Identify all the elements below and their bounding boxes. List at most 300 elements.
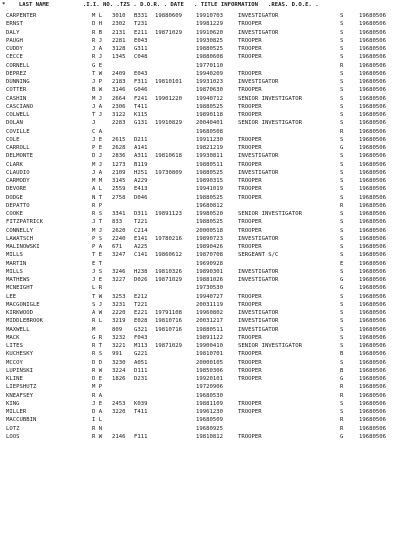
doe-date-cell: 19680506 [359, 433, 386, 440]
date-cell: 19880525 [196, 219, 223, 226]
tzs-code-cell: K115 [134, 112, 148, 118]
tzs-code-cell: D026 [134, 277, 148, 283]
reason-code-cell: B [340, 367, 344, 374]
tzs-code-cell: A311 [134, 153, 148, 160]
reason-code-cell: S [340, 227, 344, 234]
doe-date-cell: 19680506 [359, 194, 386, 201]
last-name-cell: DUNNING [6, 79, 30, 85]
last-name-cell: DEVORE [6, 186, 27, 193]
doe-date-cell: 19680506 [359, 285, 386, 292]
tzs-code-cell: F111 [134, 433, 148, 440]
title-information-cell: INVESTIGATOR [238, 310, 279, 316]
initials-cell: J T [92, 219, 103, 226]
date-cell: 19940727 [196, 293, 223, 300]
tzs-code-cell: A141 [134, 145, 148, 151]
initials-cell: P S [92, 235, 103, 242]
date-cell: 20040401 [196, 120, 223, 127]
date-cell: 19880525 [196, 46, 223, 52]
tzs-code-cell: C214 [134, 227, 148, 234]
reason-code-cell: S [340, 194, 344, 201]
initials-cell: R W [92, 433, 103, 440]
last-name-cell: MACK [6, 334, 20, 341]
initials-cell: G E [92, 62, 103, 69]
initials-cell: R A [92, 392, 103, 399]
last-name-cell: DOLAN [6, 120, 23, 127]
tzs-code-cell: D311 [134, 211, 148, 217]
initials-cell: D J [92, 153, 103, 160]
last-name-cell: DALY [6, 29, 20, 36]
reason-code-cell: S [340, 103, 344, 110]
last-name-cell: MARTIN [6, 260, 27, 267]
doe-date-cell: 19680506 [359, 227, 386, 234]
table-row [2, 185, 398, 193]
date-cell: 19920101 [196, 376, 223, 382]
last-name-cell: MACGONIGLE [6, 301, 40, 308]
date-cell: 19680812 [196, 202, 223, 209]
initials-cell: D A [92, 409, 103, 415]
reason-code-cell: S [340, 186, 344, 193]
initials-cell: R T [92, 343, 103, 349]
table-row [2, 309, 398, 317]
initials-cell: P E [92, 145, 103, 151]
date-cell: 20031217 [196, 318, 223, 325]
table-row [2, 400, 398, 408]
doe-date-cell: 19680506 [359, 293, 386, 300]
id-number-cell: 809 [112, 326, 123, 333]
dor-date-cell: 19810716 [155, 326, 182, 333]
title-information-cell: TROOPER [238, 194, 262, 201]
reason-code-cell: S [340, 318, 344, 325]
table-row [2, 251, 398, 259]
table-row [2, 20, 398, 28]
last-name-cell: MAXWELL [6, 326, 30, 333]
reason-code-cell: S [340, 21, 344, 28]
doe-date-cell: 19680506 [359, 62, 386, 69]
reason-code-cell: S [340, 120, 344, 127]
table-row [2, 375, 398, 383]
last-name-cell: KNEAFSEY [6, 392, 33, 399]
date-cell: 19931023 [196, 79, 223, 85]
id-number-cell: 3145 [112, 178, 126, 184]
reason-code-cell: S [340, 359, 344, 366]
id-number-cell: 1826 [112, 376, 126, 382]
date-cell: 19940209 [196, 70, 223, 77]
date-cell: 20000105 [196, 359, 223, 366]
table-row [2, 227, 398, 235]
reason-code-cell: S [340, 161, 344, 168]
id-number-cell: 2306 [112, 103, 126, 110]
doe-date-cell: 19680506 [359, 310, 386, 316]
doe-date-cell: 19680506 [359, 367, 386, 374]
reason-code-cell: R [340, 384, 344, 391]
date-cell: 19941019 [196, 186, 223, 193]
last-name-cell: KING [6, 400, 20, 407]
id-number-cell: 2146 [112, 433, 126, 440]
table-row [2, 70, 398, 78]
initials-cell: J E [92, 400, 103, 407]
last-name-cell: COLWELL [6, 112, 30, 118]
date-cell: 20031119 [196, 301, 223, 308]
tzs-code-cell: E221 [134, 310, 148, 316]
dor-date-cell: 19871029 [155, 29, 182, 36]
date-cell: 19890723 [196, 235, 223, 242]
date-cell: 19911230 [196, 136, 223, 143]
last-name-cell: CASHIN [6, 95, 27, 102]
title-information-cell: TROOPER [238, 186, 262, 193]
table-row [2, 284, 398, 292]
id-number-cell: 2302 [112, 21, 126, 28]
id-number-cell: 1273 [112, 161, 126, 168]
dor-date-cell: 19910829 [155, 120, 182, 127]
last-name-cell: CLARK [6, 161, 23, 168]
title-information-cell: SERGEANT S/C [238, 252, 279, 259]
tzs-code-cell: C141 [134, 252, 148, 259]
last-name-cell: COOKE [6, 211, 23, 217]
tzs-code-cell: G131 [134, 120, 148, 127]
last-name-cell: CONNELLY [6, 227, 33, 234]
reason-code-cell: S [340, 268, 344, 275]
tzs-code-cell: E043 [134, 70, 148, 77]
title-information-cell: SENIOR INVESTIGATOR [238, 120, 302, 127]
last-name-cell: CARMODY [6, 178, 30, 184]
initials-cell: J E [92, 136, 103, 143]
date-cell: 19961230 [196, 409, 223, 415]
reason-code-cell: R [340, 128, 344, 135]
date-cell: 19680509 [196, 417, 223, 424]
initials-cell: J A [92, 103, 103, 110]
title-information-cell: TROOPER [238, 433, 262, 440]
date-cell: 19900410 [196, 343, 223, 349]
date-cell: 19720906 [196, 384, 223, 391]
last-name-cell: CECCE [6, 54, 23, 61]
title-information-cell: TROOPER [238, 178, 262, 184]
doe-date-cell: 19680506 [359, 235, 386, 242]
table-row [2, 359, 398, 367]
doe-date-cell: 19680506 [359, 277, 386, 283]
table-row [2, 301, 398, 309]
last-name-cell: LOTZ [6, 425, 20, 432]
initials-cell: J S [92, 268, 103, 275]
table-row [2, 416, 398, 424]
tzs-code-cell: H238 [134, 268, 148, 275]
dor-date-cell: 19810326 [155, 268, 182, 275]
title-information-cell: TROOPER [238, 359, 262, 366]
doe-date-cell: 19680506 [359, 21, 386, 28]
date-cell: 19980520 [196, 211, 223, 217]
last-name-cell: CLAUDIO [6, 169, 30, 176]
last-name-cell: LITES [6, 343, 23, 349]
id-number-cell: 2559 [112, 186, 126, 193]
doe-date-cell: 19680506 [359, 169, 386, 176]
initials-cell: T E [92, 252, 103, 259]
initials-cell: J A [92, 46, 103, 52]
reason-code-cell: S [340, 54, 344, 61]
reason-code-cell: R [340, 202, 344, 209]
doe-date-cell: 19680506 [359, 136, 386, 143]
title-information-cell: SENIOR INVESTIGATOR [238, 343, 302, 349]
last-name-cell: LAWATSCH [6, 235, 33, 242]
dor-date-cell: 19880609 [155, 13, 182, 19]
reason-code-cell: S [340, 219, 344, 226]
date-cell: 19850306 [196, 367, 223, 374]
id-number-cell: 2664 [112, 95, 126, 102]
tzs-code-cell: E211 [134, 29, 148, 36]
table-row [2, 86, 398, 94]
dor-date-cell: 19810618 [155, 153, 182, 160]
doe-date-cell: 19680506 [359, 417, 386, 424]
doe-date-cell: 19680506 [359, 318, 386, 325]
table-row [2, 103, 398, 111]
table-row [2, 383, 398, 391]
doe-date-cell: 19680506 [359, 351, 386, 358]
last-name-cell: MILLS [6, 268, 23, 275]
table-row [2, 243, 398, 251]
last-name-cell: MACCUBBIN [6, 417, 37, 424]
last-name-cell: CARROLL [6, 145, 30, 151]
reason-code-cell: S [340, 326, 344, 333]
date-cell: 19880525 [196, 103, 223, 110]
title-information-cell: INVESTIGATOR [238, 235, 279, 242]
initials-cell: R J [92, 37, 103, 44]
title-information-cell: TROOPER [238, 409, 262, 415]
id-number-cell: 3230 [112, 359, 126, 366]
reason-code-cell: B [340, 351, 344, 358]
table-row [2, 78, 398, 86]
id-number-cell: 3219 [112, 318, 126, 325]
initials-cell: M [92, 326, 96, 333]
id-number-cell: 2281 [112, 37, 126, 44]
id-number-cell: 2283 [112, 120, 126, 127]
last-name-cell: LOOS [6, 433, 20, 440]
date-cell: 19910620 [196, 29, 223, 36]
tzs-code-cell: H251 [134, 169, 148, 176]
last-name-cell: LUPINSKI [6, 367, 33, 374]
date-cell: 19870708 [196, 252, 223, 259]
tzs-code-cell: F311 [134, 79, 148, 85]
doe-date-cell: 19680506 [359, 326, 386, 333]
tzs-code-cell: T411 [134, 409, 148, 415]
id-number-cell: 2220 [112, 310, 126, 316]
table-row [2, 342, 398, 350]
reason-code-cell: E [340, 260, 344, 267]
tzs-code-cell: E212 [134, 293, 148, 300]
doe-date-cell: 19680506 [359, 79, 386, 85]
reason-code-cell: S [340, 136, 344, 143]
table-row [2, 218, 398, 226]
initials-cell: M J [92, 227, 103, 234]
reason-code-cell: S [340, 79, 344, 85]
doe-date-cell: 19680506 [359, 178, 386, 184]
id-number-cell: 2628 [112, 145, 126, 151]
initials-cell: C A [92, 128, 103, 135]
date-cell: 19981229 [196, 21, 223, 28]
tzs-code-cell: D046 [134, 194, 148, 201]
date-cell: 19680925 [196, 425, 223, 432]
id-number-cell: 2615 [112, 136, 126, 143]
title-information-cell: INVESTIGATOR [238, 277, 279, 283]
date-cell: 19881109 [196, 400, 223, 407]
tzs-code-cell: E413 [134, 186, 148, 193]
reason-code-cell: S [340, 46, 344, 52]
initials-cell: T J [92, 112, 103, 118]
title-information-cell: TROOPER [238, 54, 262, 61]
tzs-code-cell: E043 [134, 37, 148, 44]
doe-date-cell: 19680506 [359, 186, 386, 193]
reason-code-cell: S [340, 293, 344, 300]
table-row [2, 128, 398, 136]
table-row [2, 29, 398, 37]
doe-date-cell: 19680506 [359, 128, 386, 135]
date-cell: 19880608 [196, 54, 223, 61]
last-name-cell: LEE [6, 293, 17, 300]
doe-date-cell: 19680506 [359, 392, 386, 399]
date-cell: 19890315 [196, 178, 223, 184]
title-information-cell: TROOPER [238, 219, 262, 226]
title-information-cell: SENIOR INVESTIGATOR [238, 95, 302, 102]
table-row [2, 53, 398, 61]
initials-cell: J E [92, 277, 103, 283]
title-information-cell: TROOPER [238, 87, 262, 94]
doe-date-cell: 19680506 [359, 13, 386, 19]
reason-code-cell: S [340, 211, 344, 217]
reason-code-cell: R [340, 62, 344, 69]
last-name-cell: CARPENTER [6, 13, 37, 19]
id-number-cell: 2620 [112, 227, 126, 234]
id-number-cell: 1345 [112, 54, 126, 61]
date-cell: 19891122 [196, 334, 223, 341]
initials-cell: R S [92, 211, 103, 217]
last-name-cell: CUDDY [6, 46, 23, 52]
last-name-cell: DELMONTE [6, 153, 33, 160]
reason-code-cell: S [340, 235, 344, 242]
initials-cell: R W [92, 367, 103, 374]
initials-cell: R L [92, 318, 103, 325]
tzs-code-cell: T221 [134, 219, 148, 226]
tzs-code-cell: T411 [134, 103, 148, 110]
table-row [2, 293, 398, 301]
table-row [2, 392, 398, 400]
dor-date-cell: 19791108 [155, 310, 182, 316]
reason-code-cell: S [340, 409, 344, 415]
title-information-cell: TROOPER [238, 400, 262, 407]
id-number-cell: 3246 [112, 268, 126, 275]
last-name-cell: CASCIANO [6, 103, 33, 110]
title-information-cell: INVESTIGATOR [238, 29, 279, 36]
doe-date-cell: 19680506 [359, 95, 386, 102]
tzs-code-cell: A225 [134, 244, 148, 250]
table-row [2, 326, 398, 334]
date-cell: 19930825 [196, 37, 223, 44]
initials-cell: R J [92, 54, 103, 61]
initials-cell: S J [92, 301, 103, 308]
table-row [2, 152, 398, 160]
id-number-cell: 2131 [112, 29, 126, 36]
date-cell: 19870630 [196, 87, 223, 94]
last-name-cell: MCNEIGHT [6, 285, 33, 292]
doe-date-cell: 19680506 [359, 252, 386, 259]
table-row [2, 268, 398, 276]
doe-date-cell: 19680506 [359, 70, 386, 77]
title-information-cell: TROOPER [238, 70, 262, 77]
date-cell: 19880525 [196, 194, 223, 201]
id-number-cell: 991 [112, 351, 123, 358]
title-information-cell: TROOPER [238, 351, 262, 358]
reason-code-cell: R [340, 417, 344, 424]
initials-cell: P A [92, 244, 103, 250]
last-name-cell: KIRKWOOD [6, 310, 33, 316]
reason-code-cell: S [340, 310, 344, 316]
table-row [2, 45, 398, 53]
last-name-cell: MATHEWS [6, 277, 30, 283]
title-information-cell: TROOPER [238, 334, 262, 341]
date-cell: 19880511 [196, 326, 223, 333]
tzs-code-cell: T221 [134, 301, 148, 308]
initials-cell: M L [92, 13, 103, 19]
initials-cell: L R [92, 285, 103, 292]
reason-code-cell: S [340, 244, 344, 250]
doe-date-cell: 19680506 [359, 87, 386, 94]
title-information-cell: TROOPER [238, 227, 262, 234]
last-name-cell: KUCHESKY [6, 351, 33, 358]
doe-date-cell: 19680506 [359, 161, 386, 168]
table-row [2, 334, 398, 342]
dor-date-cell: 19730809 [155, 169, 182, 176]
date-cell: 19880511 [196, 161, 223, 168]
tzs-code-cell: G046 [134, 87, 148, 94]
initials-cell: G R [92, 334, 103, 341]
initials-cell: M J [92, 95, 103, 102]
date-cell: 19940712 [196, 95, 223, 102]
dor-date-cell: 19871029 [155, 277, 182, 283]
doe-date-cell: 19680506 [359, 343, 386, 349]
doe-date-cell: 19680506 [359, 153, 386, 160]
title-information-cell: TROOPER [238, 136, 262, 143]
title-information-cell: TROOPER [238, 161, 262, 168]
table-row [2, 62, 398, 70]
id-number-cell: 3341 [112, 211, 126, 217]
doe-date-cell: 19680506 [359, 202, 386, 209]
id-number-cell: 3122 [112, 112, 126, 118]
id-number-cell: 833 [112, 219, 123, 226]
reason-code-cell: S [340, 153, 344, 160]
date-cell: 19680530 [196, 392, 223, 399]
initials-cell: I L [92, 417, 103, 424]
table-row [2, 169, 398, 177]
initials-cell: J [92, 120, 96, 127]
reason-code-cell: G [340, 285, 344, 292]
reason-code-cell: S [340, 70, 344, 77]
dor-date-cell: 19901220 [155, 95, 182, 102]
doe-date-cell: 19680506 [359, 219, 386, 226]
date-cell: 19770110 [196, 62, 223, 69]
title-information-cell: TROOPER [238, 21, 262, 28]
date-cell: 19810701 [196, 351, 223, 358]
reason-code-cell: S [340, 178, 344, 184]
date-cell: 19680508 [196, 128, 223, 135]
id-number-cell: 3232 [112, 334, 126, 341]
id-number-cell: 2183 [112, 79, 126, 85]
last-name-cell: MILLER [6, 409, 27, 415]
id-number-cell: 2836 [112, 153, 126, 160]
doe-date-cell: 19680506 [359, 211, 386, 217]
initials-cell: D D [92, 359, 103, 366]
doe-date-cell: 19680506 [359, 46, 386, 52]
initials-cell: J A [92, 169, 103, 176]
table-row [2, 317, 398, 325]
tzs-code-cell: T231 [134, 21, 148, 28]
table-row [2, 136, 398, 144]
date-cell: 19810812 [196, 433, 223, 440]
